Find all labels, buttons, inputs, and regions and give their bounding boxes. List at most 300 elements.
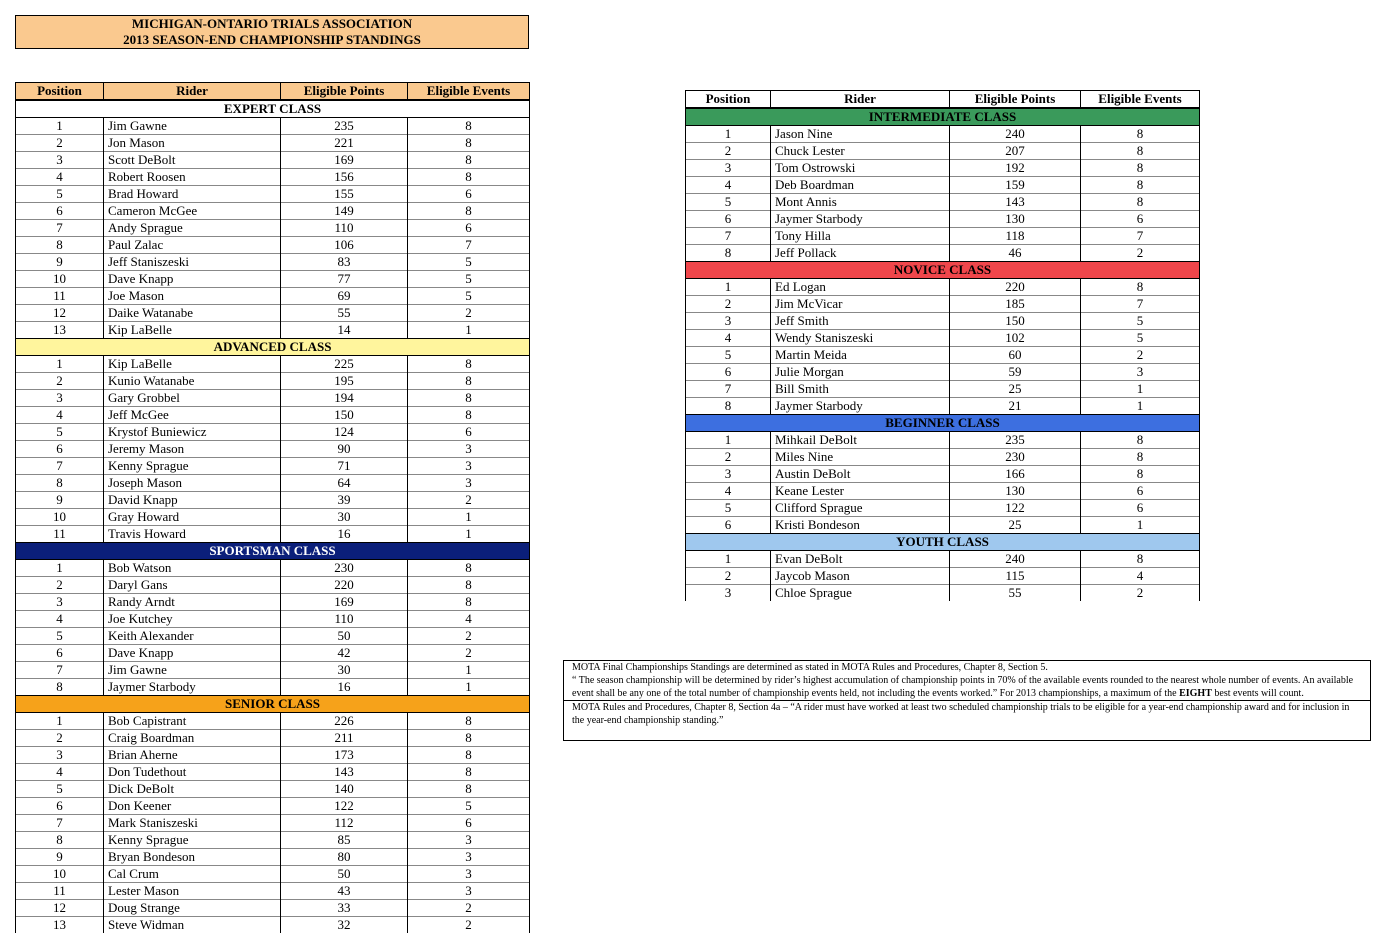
position-cell: 1 [16, 713, 104, 730]
points-cell: 220 [281, 577, 408, 594]
events-cell: 8 [408, 781, 530, 798]
points-cell: 55 [950, 585, 1081, 602]
table-row [686, 449, 1200, 466]
position-cell: 5 [686, 194, 771, 211]
position-cell: 4 [686, 483, 771, 500]
points-cell: 150 [281, 407, 408, 424]
table-row [16, 577, 530, 594]
events-cell: 2 [408, 645, 530, 662]
points-cell: 46 [950, 245, 1081, 262]
rider-cell: Gary Grobbel [104, 390, 281, 407]
position-cell: 2 [686, 568, 771, 585]
rider-cell: Ed Logan [771, 279, 950, 296]
events-cell: 8 [408, 730, 530, 747]
rider-cell: Randy Arndt [104, 594, 281, 611]
table-row [686, 398, 1200, 415]
table-row [16, 254, 530, 271]
notes-line-2-bold: EIGHT [1179, 688, 1212, 699]
table-row [16, 237, 530, 254]
events-cell: 4 [408, 611, 530, 628]
position-cell: 5 [16, 628, 104, 645]
events-cell: 2 [408, 305, 530, 322]
position-cell: 2 [686, 296, 771, 313]
points-cell: 173 [281, 747, 408, 764]
events-cell: 3 [408, 441, 530, 458]
table-row [16, 390, 530, 407]
events-cell: 1 [1081, 381, 1200, 398]
position-cell: 3 [686, 313, 771, 330]
events-cell: 1 [408, 679, 530, 696]
points-cell: 169 [281, 594, 408, 611]
position-cell: 1 [16, 560, 104, 577]
class-name: NOVICE CLASS [686, 262, 1200, 279]
rider-cell: Kunio Watanabe [104, 373, 281, 390]
table-row [16, 441, 530, 458]
points-cell: 64 [281, 475, 408, 492]
position-cell: 12 [16, 900, 104, 917]
column-header-events: Eligible Events [1081, 91, 1200, 109]
rider-cell: Jeremy Mason [104, 441, 281, 458]
table-row [686, 160, 1200, 177]
class-name: EXPERT CLASS [16, 100, 530, 118]
points-cell: 50 [281, 866, 408, 883]
table-row [16, 220, 530, 237]
class-name: INTERMEDIATE CLASS [686, 108, 1200, 126]
rider-cell: Mont Annis [771, 194, 950, 211]
position-cell: 1 [686, 432, 771, 449]
rider-cell: Bryan Bondeson [104, 849, 281, 866]
position-cell: 7 [16, 458, 104, 475]
points-cell: 16 [281, 526, 408, 543]
position-cell: 3 [16, 152, 104, 169]
points-cell: 225 [281, 356, 408, 373]
position-cell: 6 [16, 798, 104, 815]
events-cell: 2 [1081, 585, 1200, 602]
class-header-row [16, 100, 530, 118]
points-cell: 159 [950, 177, 1081, 194]
points-cell: 83 [281, 254, 408, 271]
rider-cell: Steve Widman [104, 917, 281, 934]
column-header-points: Eligible Points [281, 83, 408, 101]
points-cell: 155 [281, 186, 408, 203]
table-row [16, 118, 530, 135]
rider-cell: Scott DeBolt [104, 152, 281, 169]
position-cell: 7 [686, 228, 771, 245]
table-row [16, 832, 530, 849]
points-cell: 59 [950, 364, 1081, 381]
table-row [686, 228, 1200, 245]
events-cell: 7 [1081, 296, 1200, 313]
table-row [16, 458, 530, 475]
table-row [16, 730, 530, 747]
notes-line-3: MOTA Rules and Procedures, Chapter 8, Section 4a – “A rider must have worked at least two scheduled championship trials to be eligible for a year-end championship award and for inclusion in the year-end championship standing.” [564, 700, 1370, 727]
rider-cell: Jaycob Mason [771, 568, 950, 585]
events-cell: 8 [408, 373, 530, 390]
events-cell: 8 [408, 118, 530, 135]
rider-cell: Krystof Buniewicz [104, 424, 281, 441]
table-row [16, 662, 530, 679]
position-cell: 2 [16, 135, 104, 152]
position-cell: 7 [16, 815, 104, 832]
position-cell: 1 [686, 551, 771, 568]
rider-cell: Dave Knapp [104, 271, 281, 288]
rider-cell: Paul Zalac [104, 237, 281, 254]
position-cell: 5 [686, 347, 771, 364]
events-cell: 7 [408, 237, 530, 254]
rider-cell: Kenny Sprague [104, 832, 281, 849]
rider-cell: Kristi Bondeson [771, 517, 950, 534]
position-cell: 2 [686, 143, 771, 160]
table-row [16, 475, 530, 492]
position-cell: 11 [16, 288, 104, 305]
table-row [686, 194, 1200, 211]
position-cell: 4 [16, 764, 104, 781]
position-cell: 1 [16, 356, 104, 373]
position-cell: 6 [16, 645, 104, 662]
events-cell: 3 [408, 458, 530, 475]
rider-cell: Wendy Staniszeski [771, 330, 950, 347]
points-cell: 77 [281, 271, 408, 288]
events-cell: 3 [408, 866, 530, 883]
column-header-points: Eligible Points [950, 91, 1081, 109]
rider-cell: Doug Strange [104, 900, 281, 917]
table-row [686, 177, 1200, 194]
events-cell: 8 [1081, 449, 1200, 466]
points-cell: 102 [950, 330, 1081, 347]
class-name: BEGINNER CLASS [686, 415, 1200, 432]
class-name: ADVANCED CLASS [16, 339, 530, 356]
events-cell: 3 [408, 832, 530, 849]
points-cell: 32 [281, 917, 408, 934]
table-row [686, 296, 1200, 313]
rider-cell: Chloe Sprague [771, 585, 950, 602]
events-cell: 5 [408, 271, 530, 288]
table-row [16, 611, 530, 628]
points-cell: 143 [281, 764, 408, 781]
position-cell: 4 [686, 330, 771, 347]
rider-cell: Evan DeBolt [771, 551, 950, 568]
events-cell: 8 [408, 169, 530, 186]
events-cell: 1 [408, 526, 530, 543]
rider-cell: Tom Ostrowski [771, 160, 950, 177]
events-cell: 5 [408, 254, 530, 271]
rider-cell: Bill Smith [771, 381, 950, 398]
rider-cell: Bob Watson [104, 560, 281, 577]
points-cell: 106 [281, 237, 408, 254]
points-cell: 90 [281, 441, 408, 458]
position-cell: 2 [16, 577, 104, 594]
position-cell: 11 [16, 883, 104, 900]
events-cell: 6 [1081, 211, 1200, 228]
position-cell: 3 [686, 466, 771, 483]
rider-cell: Jeff McGee [104, 407, 281, 424]
column-header-position: Position [686, 91, 771, 109]
points-cell: 130 [950, 211, 1081, 228]
rider-cell: Cal Crum [104, 866, 281, 883]
points-cell: 42 [281, 645, 408, 662]
points-cell: 166 [950, 466, 1081, 483]
table-row [16, 900, 530, 917]
position-cell: 9 [16, 254, 104, 271]
rider-cell: Austin DeBolt [771, 466, 950, 483]
class-name: SENIOR CLASS [16, 696, 530, 713]
column-header-rider: Rider [771, 91, 950, 109]
points-cell: 39 [281, 492, 408, 509]
table-row [16, 135, 530, 152]
position-cell: 6 [16, 441, 104, 458]
events-cell: 5 [1081, 313, 1200, 330]
events-cell: 2 [1081, 245, 1200, 262]
table-row [686, 381, 1200, 398]
position-cell: 2 [16, 730, 104, 747]
table-row [16, 322, 530, 339]
table-row [686, 330, 1200, 347]
table-row [16, 492, 530, 509]
table-row [16, 356, 530, 373]
position-cell: 8 [686, 398, 771, 415]
events-cell: 8 [408, 203, 530, 220]
position-cell: 7 [16, 220, 104, 237]
points-cell: 30 [281, 509, 408, 526]
points-cell: 16 [281, 679, 408, 696]
position-cell: 10 [16, 866, 104, 883]
right-header-row [686, 91, 1200, 109]
position-cell: 8 [686, 245, 771, 262]
points-cell: 185 [950, 296, 1081, 313]
events-cell: 8 [1081, 432, 1200, 449]
position-cell: 1 [686, 126, 771, 143]
position-cell: 6 [686, 364, 771, 381]
table-row [16, 186, 530, 203]
points-cell: 130 [950, 483, 1081, 500]
position-cell: 1 [686, 279, 771, 296]
table-row [686, 126, 1200, 143]
left-header-row [16, 83, 530, 101]
rider-cell: Keith Alexander [104, 628, 281, 645]
rider-cell: Deb Boardman [771, 177, 950, 194]
position-cell: 6 [16, 203, 104, 220]
table-row [16, 747, 530, 764]
rider-cell: Brad Howard [104, 186, 281, 203]
rider-cell: Clifford Sprague [771, 500, 950, 517]
events-cell: 6 [408, 220, 530, 237]
rider-cell: Chuck Lester [771, 143, 950, 160]
table-row [16, 781, 530, 798]
events-cell: 8 [1081, 177, 1200, 194]
points-cell: 122 [950, 500, 1081, 517]
rider-cell: Jason Nine [771, 126, 950, 143]
position-cell: 8 [16, 679, 104, 696]
events-cell: 8 [408, 713, 530, 730]
events-cell: 6 [408, 815, 530, 832]
class-header-row [686, 108, 1200, 126]
events-cell: 6 [1081, 500, 1200, 517]
points-cell: 69 [281, 288, 408, 305]
rider-cell: Martin Meida [771, 347, 950, 364]
position-cell: 2 [16, 373, 104, 390]
rider-cell: Andy Sprague [104, 220, 281, 237]
table-row [686, 568, 1200, 585]
points-cell: 195 [281, 373, 408, 390]
points-cell: 33 [281, 900, 408, 917]
class-header-row [16, 696, 530, 713]
table-row [16, 203, 530, 220]
points-cell: 149 [281, 203, 408, 220]
events-cell: 8 [408, 764, 530, 781]
notes-line-2b: best events will count. [1211, 688, 1304, 699]
events-cell: 8 [1081, 466, 1200, 483]
table-row [686, 483, 1200, 500]
points-cell: 240 [950, 551, 1081, 568]
rider-cell: Don Keener [104, 798, 281, 815]
class-header-row [686, 415, 1200, 432]
points-cell: 221 [281, 135, 408, 152]
points-cell: 110 [281, 220, 408, 237]
events-cell: 1 [1081, 517, 1200, 534]
column-header-events: Eligible Events [408, 83, 530, 101]
points-cell: 150 [950, 313, 1081, 330]
events-cell: 1 [408, 662, 530, 679]
events-cell: 1 [408, 322, 530, 339]
table-row [16, 169, 530, 186]
table-row [686, 245, 1200, 262]
notes-line-1: MOTA Final Championships Standings are determined as stated in MOTA Rules and Procedures, Chapter 8, Section 5. [572, 662, 1048, 673]
points-cell: 230 [281, 560, 408, 577]
points-cell: 85 [281, 832, 408, 849]
table-row [16, 407, 530, 424]
rider-cell: Jim Gawne [104, 118, 281, 135]
position-cell: 6 [686, 517, 771, 534]
position-cell: 3 [686, 585, 771, 602]
events-cell: 8 [408, 152, 530, 169]
rider-cell: Jaymer Starbody [771, 211, 950, 228]
position-cell: 13 [16, 917, 104, 934]
events-cell: 5 [1081, 330, 1200, 347]
events-cell: 8 [1081, 160, 1200, 177]
events-cell: 8 [1081, 126, 1200, 143]
rider-cell: Don Tudethout [104, 764, 281, 781]
position-cell: 5 [686, 500, 771, 517]
position-cell: 5 [16, 781, 104, 798]
events-cell: 5 [408, 798, 530, 815]
table-row [686, 313, 1200, 330]
notes-line-2a: “ The season championship will be determined by rider’s highest accumulation of championship points in 70% of the available events rounded to the nearest whole number of events. An available event shall be any one of the total number of championship events held, not including the events worked.” For 2013 championships, a maximum of the [572, 675, 1354, 699]
rider-cell: Miles Nine [771, 449, 950, 466]
rider-cell: Jaymer Starbody [771, 398, 950, 415]
table-row [686, 517, 1200, 534]
points-cell: 115 [950, 568, 1081, 585]
table-row [686, 585, 1200, 602]
table-row [16, 526, 530, 543]
position-cell: 10 [16, 509, 104, 526]
points-cell: 211 [281, 730, 408, 747]
rider-cell: Brian Aherne [104, 747, 281, 764]
table-row [16, 271, 530, 288]
points-cell: 80 [281, 849, 408, 866]
position-cell: 4 [16, 611, 104, 628]
events-cell: 2 [1081, 347, 1200, 364]
rider-cell: Bob Capistrant [104, 713, 281, 730]
rider-cell: Cameron McGee [104, 203, 281, 220]
rider-cell: Gray Howard [104, 509, 281, 526]
points-cell: 207 [950, 143, 1081, 160]
table-row [16, 917, 530, 934]
points-cell: 43 [281, 883, 408, 900]
rider-cell: Craig Boardman [104, 730, 281, 747]
table-row [16, 645, 530, 662]
rider-cell: Joseph Mason [104, 475, 281, 492]
position-cell: 2 [686, 449, 771, 466]
points-cell: 226 [281, 713, 408, 730]
table-row [686, 432, 1200, 449]
position-cell: 3 [686, 160, 771, 177]
points-cell: 30 [281, 662, 408, 679]
points-cell: 118 [950, 228, 1081, 245]
points-cell: 235 [281, 118, 408, 135]
position-cell: 7 [686, 381, 771, 398]
position-cell: 10 [16, 271, 104, 288]
position-cell: 5 [16, 186, 104, 203]
position-cell: 9 [16, 849, 104, 866]
rider-cell: Kenny Sprague [104, 458, 281, 475]
table-row [16, 883, 530, 900]
rider-cell: Kip LaBelle [104, 356, 281, 373]
title-line-2: 2013 SEASON-END CHAMPIONSHIP STANDINGS [123, 32, 421, 47]
rider-cell: Jim McVicar [771, 296, 950, 313]
position-cell: 4 [686, 177, 771, 194]
events-cell: 8 [408, 747, 530, 764]
rider-cell: Jeff Staniszeski [104, 254, 281, 271]
position-cell: 3 [16, 747, 104, 764]
position-cell: 4 [16, 407, 104, 424]
rider-cell: Mihkail DeBolt [771, 432, 950, 449]
rider-cell: Daike Watanabe [104, 305, 281, 322]
table-row [16, 373, 530, 390]
points-cell: 112 [281, 815, 408, 832]
position-cell: 6 [686, 211, 771, 228]
table-row [686, 364, 1200, 381]
rider-cell: Mark Staniszeski [104, 815, 281, 832]
rider-cell: Joe Mason [104, 288, 281, 305]
points-cell: 240 [950, 126, 1081, 143]
points-cell: 21 [950, 398, 1081, 415]
rider-cell: Dave Knapp [104, 645, 281, 662]
table-row [16, 509, 530, 526]
table-row [686, 279, 1200, 296]
events-cell: 8 [408, 594, 530, 611]
rider-cell: Julie Morgan [771, 364, 950, 381]
points-cell: 169 [281, 152, 408, 169]
points-cell: 235 [950, 432, 1081, 449]
rules-notes-box [563, 660, 1371, 741]
events-cell: 8 [408, 135, 530, 152]
points-cell: 50 [281, 628, 408, 645]
notes-paragraph-2 [564, 674, 1370, 700]
table-row [16, 288, 530, 305]
events-cell: 1 [408, 509, 530, 526]
rider-cell: Robert Roosen [104, 169, 281, 186]
events-cell: 6 [408, 186, 530, 203]
events-cell: 2 [408, 628, 530, 645]
table-row [16, 628, 530, 645]
points-cell: 25 [950, 381, 1081, 398]
right-standings-table [685, 90, 1200, 601]
table-row [16, 815, 530, 832]
points-cell: 192 [950, 160, 1081, 177]
events-cell: 5 [408, 288, 530, 305]
rider-cell: Keane Lester [771, 483, 950, 500]
events-cell: 8 [408, 407, 530, 424]
